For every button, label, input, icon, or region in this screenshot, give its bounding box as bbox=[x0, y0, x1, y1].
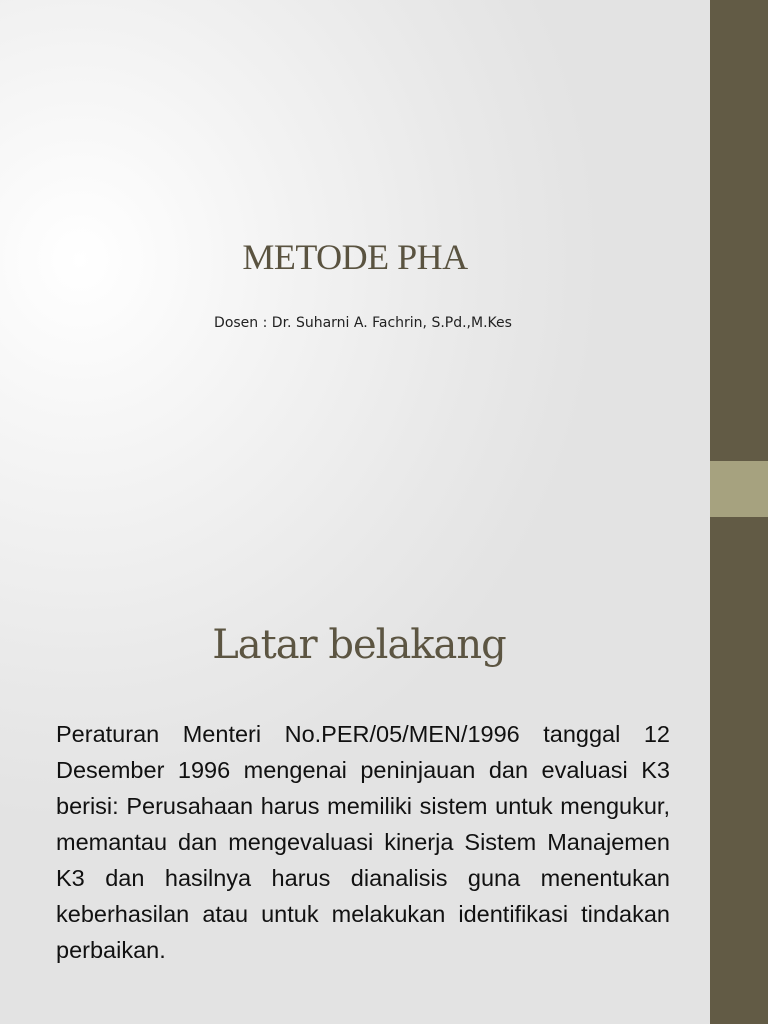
section-body-text: Peraturan Menteri No.PER/05/MEN/1996 tanggal 12 Desember 1996 mengenai peninjauan dan evaluasi K3 berisi: Perusahaan harus memiliki sistem untuk mengukur, memantau dan mengevaluasi kinerja Sistem Manajemen K3 dan hasilnya harus dianalisis guna menentukan keberhasilan atau untuk melakukan identifikasi tindakan perbaikan. bbox=[56, 721, 670, 963]
slide-title: METODE PHA bbox=[242, 237, 468, 277]
slide-subtitle: Dosen : Dr. Suharni A. Fachrin, S.Pd.,M.Kes bbox=[214, 315, 512, 331]
sidebar-accent-block bbox=[710, 461, 768, 517]
section-title: Latar belakang bbox=[212, 622, 506, 668]
